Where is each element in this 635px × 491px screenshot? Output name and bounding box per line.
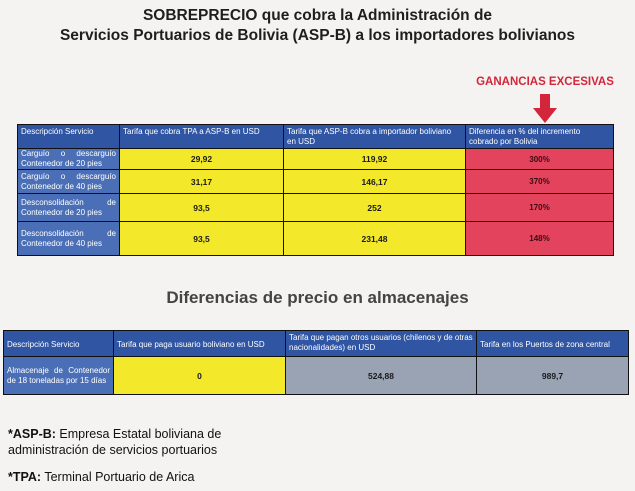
- table-row: [18, 194, 614, 222]
- section-subtitle: Diferencias de precio en almacenajes: [166, 288, 469, 307]
- service-cell: Desconsolidación de Contenedor de 20 pies: [18, 194, 120, 222]
- bolivian-fee-cell: 0: [114, 357, 286, 395]
- column-header: Descripción Servicio: [4, 331, 114, 357]
- tpa-fee-cell: 31,17: [120, 170, 284, 194]
- column-header: Diferencia en % del incremento cobrado por Bolivia: [466, 125, 614, 149]
- tpa-fee-cell: 93,5: [120, 222, 284, 256]
- aspb-fee-cell: 231,48: [284, 222, 466, 256]
- column-header: Tarifa que paga usuario boliviano en USD: [114, 331, 286, 357]
- footnote-tpa: [8, 469, 194, 485]
- column-header: Tarifa que cobra TPA a ASP-B en USD: [120, 125, 284, 149]
- tpa-fee-cell: 93,5: [120, 194, 284, 222]
- service-cell: Desconsolidación de Contenedor de 40 pies: [18, 222, 120, 256]
- footnote-text: administración de servicios portuarios: [8, 443, 218, 457]
- aspb-fee-cell: 146,17: [284, 170, 466, 194]
- down-arrow-icon: [532, 94, 558, 124]
- table-row: [18, 222, 614, 256]
- service-cell: Carguío o descarguío Contenedor de 40 pies: [18, 170, 120, 194]
- column-header: Descripción Servicio: [18, 125, 120, 149]
- title-line-2: Servicios Portuarios de Bolivia (ASP-B) a los importadores bolivianos: [59, 27, 576, 44]
- aspb-fee-cell: 119,92: [284, 149, 466, 170]
- footnote-term: *TPA:: [8, 470, 42, 484]
- central-zone-fee-cell: 989,7: [477, 357, 629, 395]
- footnote-term: *ASP-B:: [8, 427, 56, 441]
- storage-fees-table: [3, 330, 629, 395]
- aspb-fee-cell: 252: [284, 194, 466, 222]
- difference-cell: 148%: [466, 222, 614, 256]
- table-row: [4, 357, 629, 395]
- table-header-row: [4, 331, 629, 357]
- service-cell: Carguío o descarguío Contenedor de 20 pies: [18, 149, 120, 170]
- difference-cell: 300%: [466, 149, 614, 170]
- table-row: [18, 149, 614, 170]
- tpa-fee-cell: 29,92: [120, 149, 284, 170]
- port-fees-table: [17, 124, 614, 256]
- column-header: Tarifa que pagan otros usuarios (chilenos y de otras nacionalidades) en USD: [286, 331, 477, 357]
- other-users-fee-cell: 524,88: [286, 357, 477, 395]
- difference-cell: 370%: [466, 170, 614, 194]
- footnote-aspb: [8, 426, 221, 458]
- footnote-text: Empresa Estatal boliviana de: [59, 427, 222, 441]
- table-row: [18, 170, 614, 194]
- table-header-row: [18, 125, 614, 149]
- service-cell: Almacenaje de Contenedor de 18 toneladas por 15 días: [4, 357, 114, 395]
- column-header: Tarifa que ASP-B cobra a importador boliviano en USD: [284, 125, 466, 149]
- excessive-profits-label: GANANCIAS EXCESIVAS: [476, 76, 614, 88]
- title-line-1: SOBREPRECIO que cobra la Administración de: [142, 7, 493, 24]
- footnote-text: Terminal Portuario de Arica: [44, 470, 195, 484]
- page-title: [0, 6, 635, 46]
- column-header: Tarifa en los Puertos de zona central: [477, 331, 629, 357]
- difference-cell: 170%: [466, 194, 614, 222]
